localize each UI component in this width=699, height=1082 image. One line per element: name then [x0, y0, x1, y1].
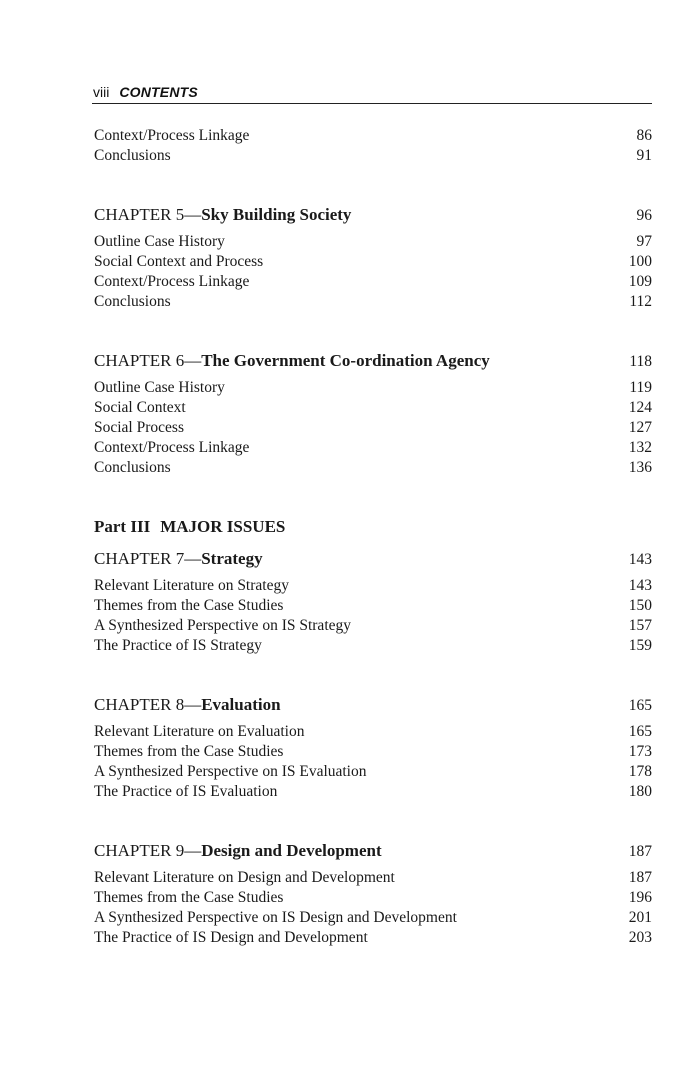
chapter-6-heading	[94, 350, 652, 372]
chapter-7-heading	[94, 548, 652, 570]
chapter-prefix: CHAPTER 7—	[94, 549, 202, 568]
entry-title: A Synthesized Perspective on IS Evaluation	[94, 763, 367, 780]
toc-entry	[94, 636, 652, 656]
chapter-page: 165	[628, 697, 652, 714]
entry-title: Themes from the Case Studies	[94, 597, 284, 614]
toc-entry	[94, 252, 652, 272]
entry-title: Social Context	[94, 399, 186, 416]
entry-title: Relevant Literature on Evaluation	[94, 723, 305, 740]
chapter-title: Design and Development	[201, 841, 382, 860]
entry-page: 159	[628, 637, 652, 654]
toc-entry	[94, 418, 652, 438]
entry-title: Conclusions	[94, 147, 171, 164]
chapter-9-heading	[94, 840, 652, 862]
entry-page: 143	[628, 577, 652, 594]
entry-title: Themes from the Case Studies	[94, 743, 284, 760]
chapter-prefix: CHAPTER 8—	[94, 695, 202, 714]
entry-page: 165	[628, 723, 652, 740]
toc-entry	[94, 146, 652, 166]
entry-title: Social Process	[94, 419, 184, 436]
toc-entry	[94, 272, 652, 292]
chapter-page: 96	[636, 207, 652, 224]
toc-entry	[94, 458, 652, 478]
entry-page: 86	[636, 127, 652, 144]
entry-page: 100	[628, 253, 652, 270]
toc-content	[94, 126, 652, 948]
toc-entry	[94, 888, 652, 908]
chapter-prefix: CHAPTER 6—	[94, 351, 202, 370]
entry-page: 132	[628, 439, 652, 456]
entry-page: 157	[628, 617, 652, 634]
entry-page: 178	[628, 763, 652, 780]
entry-page: 173	[628, 743, 652, 760]
toc-entry	[94, 722, 652, 742]
entry-title: The Practice of IS Evaluation	[94, 783, 278, 800]
toc-entry	[94, 868, 652, 888]
toc-entry	[94, 398, 652, 418]
header-page-number: viii	[93, 84, 110, 100]
entry-page: 109	[628, 273, 652, 290]
entry-page: 112	[629, 293, 652, 310]
entry-page: 127	[628, 419, 652, 436]
part-label: Part III	[94, 517, 151, 536]
entry-page: 187	[628, 869, 652, 886]
entry-page: 91	[636, 147, 652, 164]
entry-title: Outline Case History	[94, 379, 225, 396]
chapter-page: 187	[628, 843, 652, 860]
entry-title: Conclusions	[94, 293, 171, 310]
entry-title: Conclusions	[94, 459, 171, 476]
entry-page: 136	[628, 459, 652, 476]
entry-title: Social Context and Process	[94, 253, 264, 270]
toc-entry	[94, 742, 652, 762]
chapter-page: 118	[629, 353, 652, 370]
entry-title: Relevant Literature on Design and Development	[94, 869, 395, 886]
entry-page: 97	[636, 233, 652, 250]
entry-title: A Synthesized Perspective on IS Strategy	[94, 617, 351, 634]
toc-entry	[94, 576, 652, 596]
entry-page: 180	[628, 783, 652, 800]
header-rule	[92, 103, 652, 104]
chapter-title: Sky Building Society	[201, 205, 352, 224]
toc-entry	[94, 126, 652, 146]
toc-entry	[94, 438, 652, 458]
entry-title: Context/Process Linkage	[94, 439, 250, 456]
toc-entry	[94, 928, 652, 948]
chapter-5-heading	[94, 204, 652, 226]
entry-page: 203	[628, 929, 652, 946]
entry-page: 196	[628, 889, 652, 906]
toc-entry	[94, 762, 652, 782]
entry-page: 119	[629, 379, 652, 396]
toc-entry	[94, 596, 652, 616]
chapter-prefix: CHAPTER 9—	[94, 841, 202, 860]
chapter-8-heading	[94, 694, 652, 716]
chapter-prefix: CHAPTER 5—	[94, 205, 202, 224]
entry-title: Themes from the Case Studies	[94, 889, 284, 906]
entry-title: Context/Process Linkage	[94, 273, 250, 290]
chapter-title: Evaluation	[201, 695, 281, 714]
entry-title: The Practice of IS Strategy	[94, 637, 262, 654]
entry-page: 201	[628, 909, 652, 926]
toc-entry	[94, 292, 652, 312]
entry-title: The Practice of IS Design and Development	[94, 929, 368, 946]
entry-page: 150	[628, 597, 652, 614]
entry-title: Outline Case History	[94, 233, 225, 250]
chapter-page: 143	[628, 551, 652, 568]
part-3-heading	[94, 516, 652, 538]
entry-page: 124	[628, 399, 652, 416]
entry-title: Relevant Literature on Strategy	[94, 577, 289, 594]
entry-title: A Synthesized Perspective on IS Design and Development	[94, 909, 457, 926]
toc-entry	[94, 378, 652, 398]
header-title: CONTENTS	[119, 84, 198, 100]
chapter-title: Strategy	[201, 549, 263, 568]
running-header	[93, 84, 651, 102]
toc-entry	[94, 908, 652, 928]
toc-entry	[94, 616, 652, 636]
chapter-title: The Government Co-ordination Agency	[201, 351, 490, 370]
part-title: MAJOR ISSUES	[160, 517, 286, 536]
toc-entry	[94, 232, 652, 252]
entry-title: Context/Process Linkage	[94, 127, 250, 144]
toc-entry	[94, 782, 652, 802]
